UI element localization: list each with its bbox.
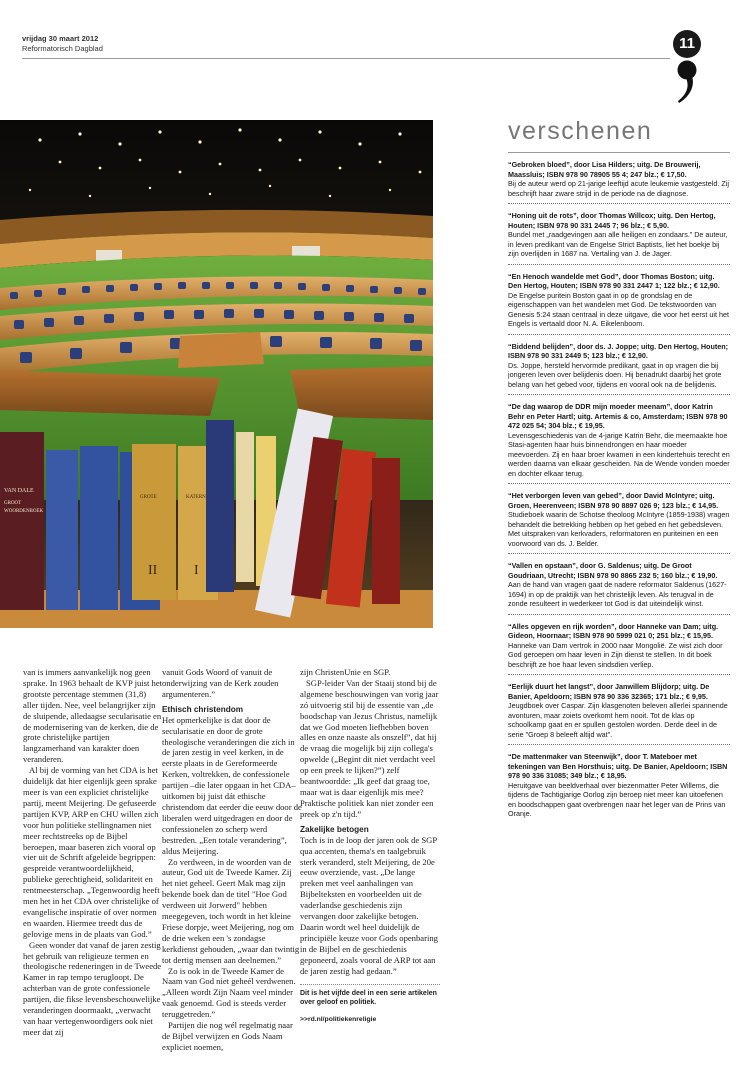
book-entry <box>508 682 730 745</box>
book-entry <box>508 272 730 335</box>
issue-date: vrijdag 30 maart 2012 <box>22 34 99 43</box>
paragraph: zijn ChristenUnie en SGP. <box>300 667 391 677</box>
comma-logo-icon <box>676 60 698 104</box>
book-meta: “Eerlijk duurt het langst”, door Janwillem Blijdorp; uitg. De Banier, Apeldoorn; ISBN 978 90 336 32365; 171 blz.; € 9,95. <box>508 682 710 701</box>
subheading: Zakelijke betogen <box>300 824 369 834</box>
book-entry <box>508 160 730 204</box>
paragraph: Toch is in de loop der jaren ook de SGP qua accenten, thema's en taalgebruik sterk veranderd, stelt Meijering, de 20e eeuw overziende, vast. „De lange preken met veel aanhalingen van Bijbelteksten en voorbeelden uit de vaderlandse geschiedenis zijn vervangen door zakelijke betogen. Daarin wordt wel heel duidelijk de principiële keuze voor Gods openbaring in de Bijbel en de geschiedenis geponeerd, zoals vooral de ARP tot aan de jaren zestig had gedaan.” <box>300 834 438 976</box>
svg-text:VAN DALE: VAN DALE <box>4 488 34 494</box>
svg-text:I: I <box>194 563 199 578</box>
sidebar-new-books <box>508 116 730 831</box>
article-column-2 <box>162 667 302 1053</box>
book-description: Aan de hand van vragen gaat de nadere reformator Saldenus (1627-1694) in op de praktijk van het christelijk leven. Als terugval in de zonde resulteert in wederkeer tot God is dat uiteindelijk winst. <box>508 580 727 608</box>
book-entry <box>508 752 730 824</box>
book-description: Jeugdboek over Caspar. Zijn klasgenoten beleven allerlei spannende avonturen, maar zoiets overkomt hem nooit. Tot de klas op schoolkamp gaat en er spullen gestolen worden. Derde deel in de serie "Groep 8 beleeft altijd wat". <box>508 701 728 739</box>
book-meta: “Vallen en opstaan”, door G. Saldenus; uitg. De Groot Goudriaan, Utrecht; ISBN 978 90 8865 232 5; 160 blz.; € 19,90. <box>508 561 718 580</box>
page-number: 11 <box>673 30 701 58</box>
book-entry <box>508 561 730 615</box>
subheading: Ethisch christendom <box>162 704 243 714</box>
web-link[interactable]: >>rd.nl/politiekenreligie <box>300 1016 377 1024</box>
series-note: Dit is het vijfde deel in een serie artikelen over geloof en politiek. <box>300 984 440 1007</box>
svg-text:II: II <box>148 563 158 578</box>
book-meta: “Het verborgen leven van gebed”, door David McIntyre; uitg. Groen, Heerenveen; ISBN 978 90 8897 026 9; 123 blz.; € 14,95. <box>508 491 719 510</box>
paragraph: Partijen die nog wél regelmatig naar de Bijbel verwijzen en Gods Naam expliciet noemen, <box>162 1020 293 1052</box>
paragraph: Geen wonder dat vanaf de jaren zestig het gebruik van religieuze termen en theologische redeneringen in de Tweede Kamer in rap tempo terugloopt. De achterban van de grote confessionele partijen, die fikse levensbeschouwelijke veranderingen doormaakt, „verwacht van haar vertegenwoordigers ook niet meer dat zij <box>23 939 162 1037</box>
book-entry <box>508 491 730 554</box>
paragraph: Al bij de vorming van het CDA is het duidelijk dat hier eigenlijk geen sprake meer is van een expliciet christelijke partij, meent Meijering. De gefuseerde partijen KVP, ARP en CHU willen zich voor hun politieke stellingnamen niet meer rechtstreeks op de Bijbel beroepen, maar baseren zich vooral op vier uit de Schrift afgeleide begrippen: gespreide verantwoordelijkheid, publieke gerechtigheid, solidariteit en rentmeesterschap. „Tegenwoordig heeft men het in het CDA over christelijke of evangelische inspiratie of over normen en waarden. Hiermee treedt dus de gelovige mens in de plaats van God.” <box>23 765 160 939</box>
publication-name: Reformatorisch Dagblad <box>22 44 103 53</box>
paragraph: Het opmerkelijke is dat door de secularisatie en door de grote theologische veranderingen die zich in de jaren zestig in veel kerken, in de eerste plaats in de Gereformeerde Kerken, voltrekken, de confessionele partijen –die later opgaan in het CDA– uitkomen bij juist dát ethische christendom dat eerder die eeuw door de liberalen werd uitgedragen en door de confessionelen zo scherp werd bestreden. „Een totale verandering”, aldus Meijering. <box>162 714 302 856</box>
book-entry <box>508 342 730 396</box>
svg-text:KATERN: KATERN <box>186 495 206 500</box>
sidebar-rule <box>508 152 730 153</box>
book-meta: “Gebroken bloed”, door Lisa Hilders; uitg. De Brouwerij, Maassluis; ISBN 978 90 78905 55 4; 247 blz.; € 17,50. <box>508 160 701 179</box>
paragraph: SGP-leider Van der Staaij stond bij de algemene beschouwingen van vorig jaar zó uitvoerig stil bij de essentie van „de boodschap van Jezus Christus, namelijk dat we God moeten liefhebben boven alles en onze naaste als onszelf”, dat hij de vraag die mogelijk bij zijn collega's opwelde („Begint dit niet verdacht veel op een preek te lijken?”) zelf beantwoordde: „Ik geef dat graag toe, maar wat is daar eigenlijk mis mee? Praktische politiek kan niet zonder een preek op z'n tijd.” <box>300 677 439 819</box>
article-column-3 <box>300 667 440 1026</box>
book-meta: “De mattenmaker van Steenwijk”, door T. Mateboer met tekeningen van Ben Horsthuis; uitg. De Banier, Apeldoorn; ISBN 978 90 336 31085; 349 blz.; € 18,95. <box>508 752 728 780</box>
book-description: De Engelse puritein Boston gaat in op de grondslag en de eigenschappen van het wandelen met God. De tekstwoorden van Genesis 5:24 staan centraal in deze uitgave, die voor het eerst uit het Engels is vertaald door N. A. Eikelenboom. <box>508 290 729 328</box>
book-meta: “Biddend belijden”, door ds. J. Joppe; uitg. Den Hertog, Houten; ISBN 978 90 331 2449 5; 123 blz.; € 12,90. <box>508 341 729 360</box>
book-entry <box>508 402 730 484</box>
sidebar-title: verschenen <box>508 117 653 145</box>
book-meta: “En Henoch wandelde met God”, door Thomas Boston; uitg. Den Hertog, Houten; ISBN 978 90 331 2447 1; 122 blz.; € 12,90. <box>508 271 720 290</box>
book-description: Heruitgave van beeldverhaal over biezenmatter Peter Willems, die tijdens de Tachtigjarige Oorlog zijn beroep niet meer kan uitoefenen en boodschappen gaat overbrengen naar het leger van de Prins van Oranje. <box>508 780 726 818</box>
paragraph: Zo verdween, in de woorden van de auteur, God uit de Tweede Kamer. Zij het niet geheel. Geert Mak mag zijn bekende boek dan de titel "Hoe God verdween uit Jorwerd" hebben meegegeven, toch wordt in het kleine Friese dorpje, weet Meijering, nog om de drie weken een 's zondagse kerkdienst gehouden, „waar dan twintig tot dertig mensen aan deelnemen.” <box>162 856 300 965</box>
svg-text:GROOT: GROOT <box>4 501 22 506</box>
book-description: Studieboek waarin de Schotse theoloog McIntyre (1859-1938) vragen behandelt die betrekking hebben op het gebed en het gebedsleven. Met uitspraken van kerkvaders, reformatoren en puriteinen en een voorwoord van ds. J. Belder. <box>508 510 730 548</box>
article-photo <box>0 120 433 628</box>
paragraph: van is immers aanvankelijk nog geen sprake. In 1963 behaalt de KVP juist het grootste percentage stemmen (31,8) aller tijden. Nee, veel belangrijker zijn de sluipende, alledaagse secularisatie en de modernisering van de kerken, die de grote christelijke partijen langzamerhand van karakter doen veranderen. <box>23 667 163 765</box>
book-meta: “Alles opgeven en rijk worden”, door Hanneke van Dam; uitg. Gideon, Hoornaar; ISBN 978 90 5999 021 0; 251 blz.; € 15,95. <box>508 621 719 640</box>
article-column-1 <box>23 667 163 1038</box>
book-description: Hanneke van Dam vertrok in 2000 naar Mongolië. Ze wist zich door God geroepen om haar leven in Zijn dienst te stellen. In dit boek beschrijft ze hoe haar leven sindsdien verliep. <box>508 640 723 669</box>
svg-text:GROTE: GROTE <box>140 495 157 500</box>
book-entry <box>508 622 730 676</box>
masthead <box>22 34 662 54</box>
book-description: Ds. Joppe, hersteld hervormde predikant, gaat in op vragen die bij jongeren leven over belijdenis doen. Hij benadrukt daarbij het grote belang van het gebed voor, tijdens en vooral ook na de belijdenis. <box>508 360 722 389</box>
book-description: Levensgeschiedenis van de 4-jarige Katrin Behr, die meemaakte hoe Stasi-agenten haar huis binnendrongen en haar moeder meevoerden. Zij en haar broer kwamen in een kindertehuis terecht en werden daarna van elkaar gescheiden. Na de Wende vonden moeder en dochter elkaar terug. <box>508 430 730 478</box>
book-description: Bundel met „raadgevingen aan alle heiligen en zondaars.” De auteur, in leven predikant van de Engelse Strict Baptists, liet het boekje bij zijn overlijden in 1687 na. Vertaling van J. de Jager. <box>508 230 728 258</box>
book-description: Bij de auteur werd op 21-jarige leeftijd acute leukemie vastgesteld. Zij beschrijft haar zware strijd in de periode na de diagnose. <box>508 179 729 198</box>
svg-text:WOORDENBOEK: WOORDENBOEK <box>4 509 44 514</box>
paragraph: vanuit Gods Woord of vanuit de onderwijzing van de Kerk zouden argumenteren.” <box>162 667 279 699</box>
book-meta: “Honing uit de rots”, door Thomas Willcox; uitg. Den Hertog, Houten; ISBN 978 90 331 2445 7; 96 blz.; € 5,90. <box>508 211 716 230</box>
book-meta: “De dag waarop de DDR mijn moeder meenam”, door Katrin Behr en Peter Hartl; uitg. Artemis & co, Amsterdam; ISBN 978 90 472 025 54; 304 blz.; € 19,95. <box>508 402 728 430</box>
paragraph: Zo is ook in de Tweede Kamer de Naam van God niet geheél verdwenen. „Alleen wordt Zijn Naam veel minder vaak genoemd. God is steeds verder teruggetreden.” <box>162 965 296 1020</box>
book-entry <box>508 211 730 265</box>
header-rule <box>22 58 670 59</box>
